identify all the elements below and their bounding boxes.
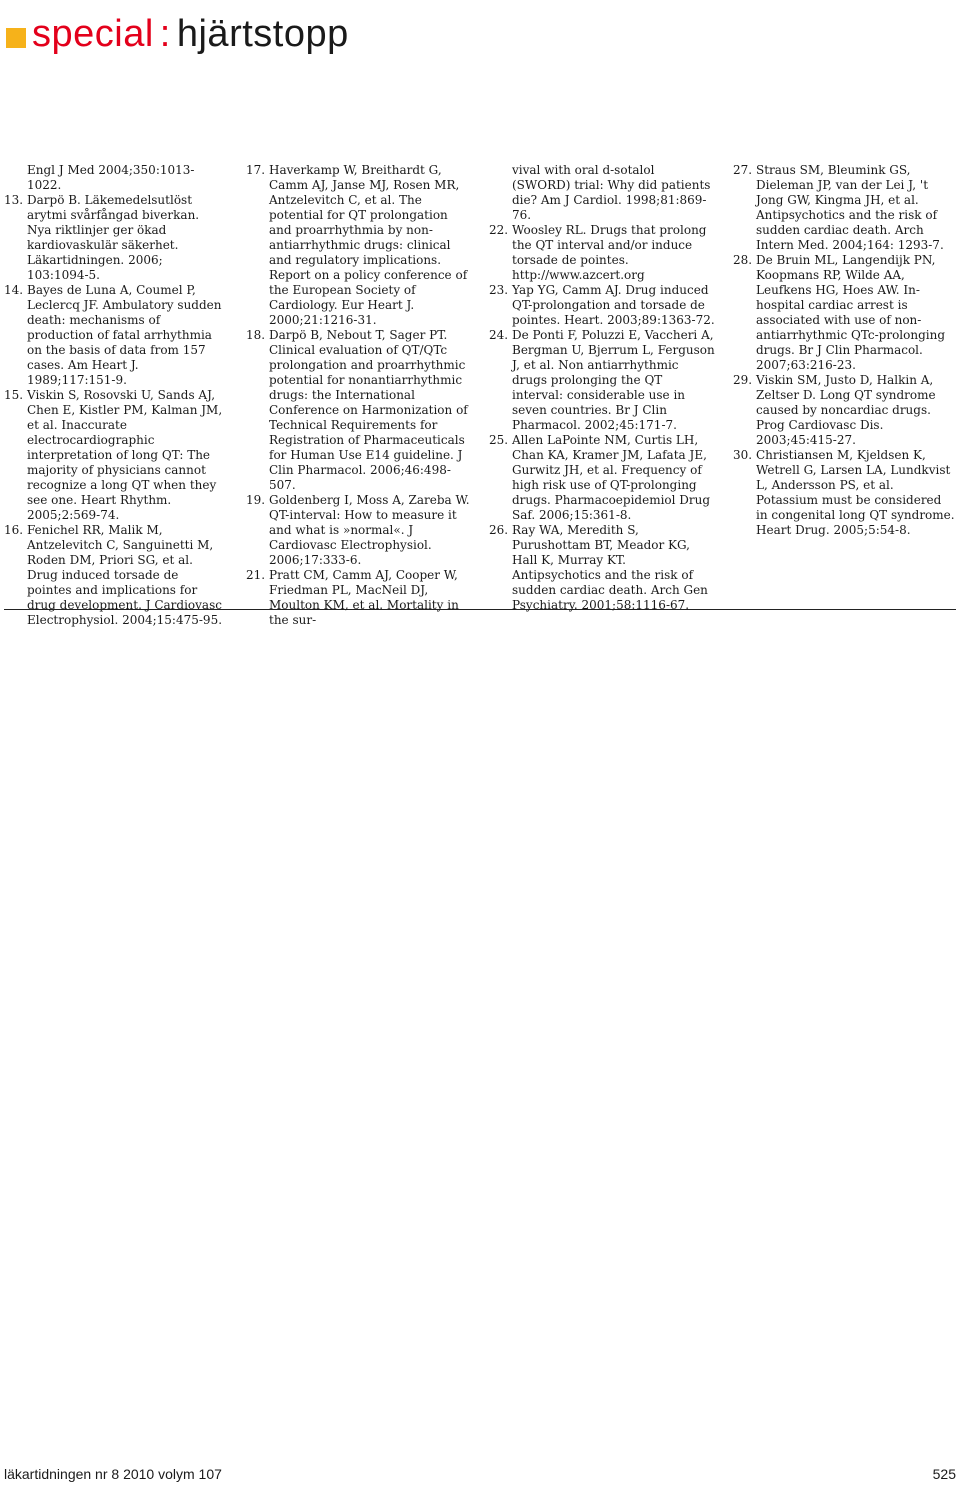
reference-column-3 bbox=[489, 163, 715, 613]
reference-item bbox=[4, 523, 226, 628]
reference-text: Straus SM, Bleumink GS, Dieleman JP, van der Lei J, 't Jong GW, Kingma JH, et al. Antipsychotics and the risk of sudden cardiac death. Arch Intern Med. 2004;164: 1293-7. bbox=[756, 163, 944, 252]
reference-text: Viskin SM, Justo D, Halkin A, Zeltser D. Long QT syndrome caused by noncardiac drugs. Prog Cardiovasc Dis. 2003;45:415-27. bbox=[756, 373, 936, 447]
reference-number: 16. bbox=[4, 523, 24, 537]
page-number: 525 bbox=[932, 1466, 956, 1482]
reference-number: 30. bbox=[733, 448, 753, 462]
section-label: special bbox=[32, 13, 154, 55]
reference-item bbox=[489, 223, 715, 283]
reference-item bbox=[4, 163, 226, 193]
reference-text: Ray WA, Meredith S, Purushottam BT, Meador KG, Hall K, Murray KT. Antipsychotics and the risk of sudden cardiac death. Arch Gen Psychiatry. 2001;58:1116-67. bbox=[512, 523, 708, 612]
reference-column-1 bbox=[4, 163, 226, 628]
reference-text: vival with oral d-sotalol (SWORD) trial: Why did patients die? Am J Cardiol. 1998;81:869-76. bbox=[512, 163, 711, 222]
reference-number: 29. bbox=[733, 373, 753, 387]
reference-text: Darpö B, Nebout T, Sager PT. Clinical evaluation of QT/QTc prolongation and proarrhythmic potential for nonantiarrhythmic drugs: the International Conference on Harmonization of Technical Requirements for Registration of Pharmaceuticals for Human Use E14 guideline. J Clin Pharmacol. 2006;46:498-507. bbox=[269, 328, 468, 492]
reference-number: 22. bbox=[489, 223, 509, 237]
reference-number: 14. bbox=[4, 283, 24, 297]
reference-item bbox=[733, 253, 955, 373]
reference-item bbox=[489, 163, 715, 223]
reference-text: Viskin S, Rosovski U, Sands AJ, Chen E, Kistler PM, Kalman JM, et al. Inaccurate electrocardiographic interpretation of long QT: The majority of physicians cannot recognize a long QT when they see one. Heart Rhythm. 2005;2:569-74. bbox=[27, 388, 223, 522]
reference-text: Fenichel RR, Malik M, Antzelevitch C, Sanguinetti M, Roden DM, Priori SG, et al. Drug induced torsade de pointes and implications for drug development. J Cardiovasc Electrophysiol. 2004;15:475-95. bbox=[27, 523, 223, 627]
page-header bbox=[6, 14, 349, 54]
reference-item bbox=[489, 523, 715, 613]
reference-column-4 bbox=[733, 163, 955, 538]
reference-item bbox=[246, 493, 470, 568]
reference-number: 21. bbox=[246, 568, 266, 582]
reference-number: 17. bbox=[246, 163, 266, 177]
reference-item bbox=[4, 193, 226, 283]
reference-text: De Bruin ML, Langendijk PN, Koopmans RP, Wilde AA, Leufkens HG, Hoes AW. In-hospital cardiac arrest is associated with use of non-antiarrhythmic QTc-prolonging drugs. Br J Clin Pharmacol. 2007;63:216-23. bbox=[756, 253, 946, 372]
section-separator: : bbox=[159, 13, 171, 55]
reference-text: Bayes de Luna A, Coumel P, Leclercq JF. Ambulatory sudden death: mechanisms of production of fatal arrhythmia on the basis of data from 157 cases. Am Heart J. 1989;117:151-9. bbox=[27, 283, 222, 387]
reference-text: Woosley RL. Drugs that prolong the QT interval and/or induce torsade de pointes. http://www.azcert.org bbox=[512, 223, 707, 282]
reference-item bbox=[246, 568, 470, 628]
reference-number: 24. bbox=[489, 328, 509, 342]
reference-item bbox=[246, 163, 470, 328]
reference-item bbox=[4, 283, 226, 388]
reference-number: 27. bbox=[733, 163, 753, 177]
reference-text: Allen LaPointe NM, Curtis LH, Chan KA, Kramer JM, Lafata JE, Gurwitz JH, et al. Frequency of high risk use of QT-prolonging drugs. Pharmacoepidemiol Drug Saf. 2006;15:361-8. bbox=[512, 433, 711, 522]
reference-number: 18. bbox=[246, 328, 266, 342]
reference-number: 26. bbox=[489, 523, 509, 537]
reference-text: Darpö B. Läkemedelsutlöst arytmi svårfångad biverkan. Nya riktlinjer ger ökad kardiovaskulär säkerhet. Läkartidningen. 2006; 103:1094-5. bbox=[27, 193, 200, 282]
reference-text: Yap YG, Camm AJ. Drug induced QT-prolongation and torsade de pointes. Heart. 2003;89:1363-72. bbox=[512, 283, 715, 327]
reference-number: 19. bbox=[246, 493, 266, 507]
reference-item bbox=[489, 433, 715, 523]
accent-square-icon bbox=[6, 28, 26, 48]
reference-number: 23. bbox=[489, 283, 509, 297]
reference-item bbox=[489, 328, 715, 433]
reference-item bbox=[733, 448, 955, 538]
divider-rule bbox=[4, 609, 956, 610]
footer-journal: läkartidningen nr 8 2010 volym 107 bbox=[4, 1466, 222, 1482]
reference-text: Goldenberg I, Moss A, Zareba W. QT-interval: How to measure it and what is »normal«. J Cardiovasc Electrophysiol. 2006;17:333-6. bbox=[269, 493, 470, 567]
reference-item bbox=[4, 388, 226, 523]
reference-number: 28. bbox=[733, 253, 753, 267]
reference-item bbox=[246, 328, 470, 493]
reference-text: Pratt CM, Camm AJ, Cooper W, Friedman PL, MacNeil DJ, Moulton KM, et al. Mortality in the sur- bbox=[269, 568, 459, 627]
reference-text: De Ponti F, Poluzzi E, Vaccheri A, Bergman U, Bjerrum L, Ferguson J, et al. Non antiarrhythmic drugs prolonging the QT interval: considerable use in seven countries. Br J Clin Pharmacol. 2002;45:171-7. bbox=[512, 328, 715, 432]
reference-number: 25. bbox=[489, 433, 509, 447]
reference-number: 15. bbox=[4, 388, 24, 402]
reference-item bbox=[733, 373, 955, 448]
reference-text: Christiansen M, Kjeldsen K, Wetrell G, Larsen LA, Lundkvist L, Andersson PS, et al. Potassium must be considered in congenital long QT syndrome. Heart Drug. 2005;5:54-8. bbox=[756, 448, 955, 537]
reference-column-2 bbox=[246, 163, 470, 628]
reference-item bbox=[489, 283, 715, 328]
section-topic: hjärtstopp bbox=[176, 13, 349, 55]
reference-text: Engl J Med 2004;350:1013-1022. bbox=[27, 163, 195, 192]
section-title bbox=[32, 14, 349, 54]
reference-number: 13. bbox=[4, 193, 24, 207]
reference-text: Haverkamp W, Breithardt G, Camm AJ, Janse MJ, Rosen MR, Antzelevitch C, et al. The potential for QT prolongation and proarrhythmia by non-antiarrhythmic drugs: clinical and regulatory implications. Report on a policy conference of the European Society of Cardiology. Eur Heart J. 2000;21:1216-31. bbox=[269, 163, 468, 327]
reference-item bbox=[733, 163, 955, 253]
